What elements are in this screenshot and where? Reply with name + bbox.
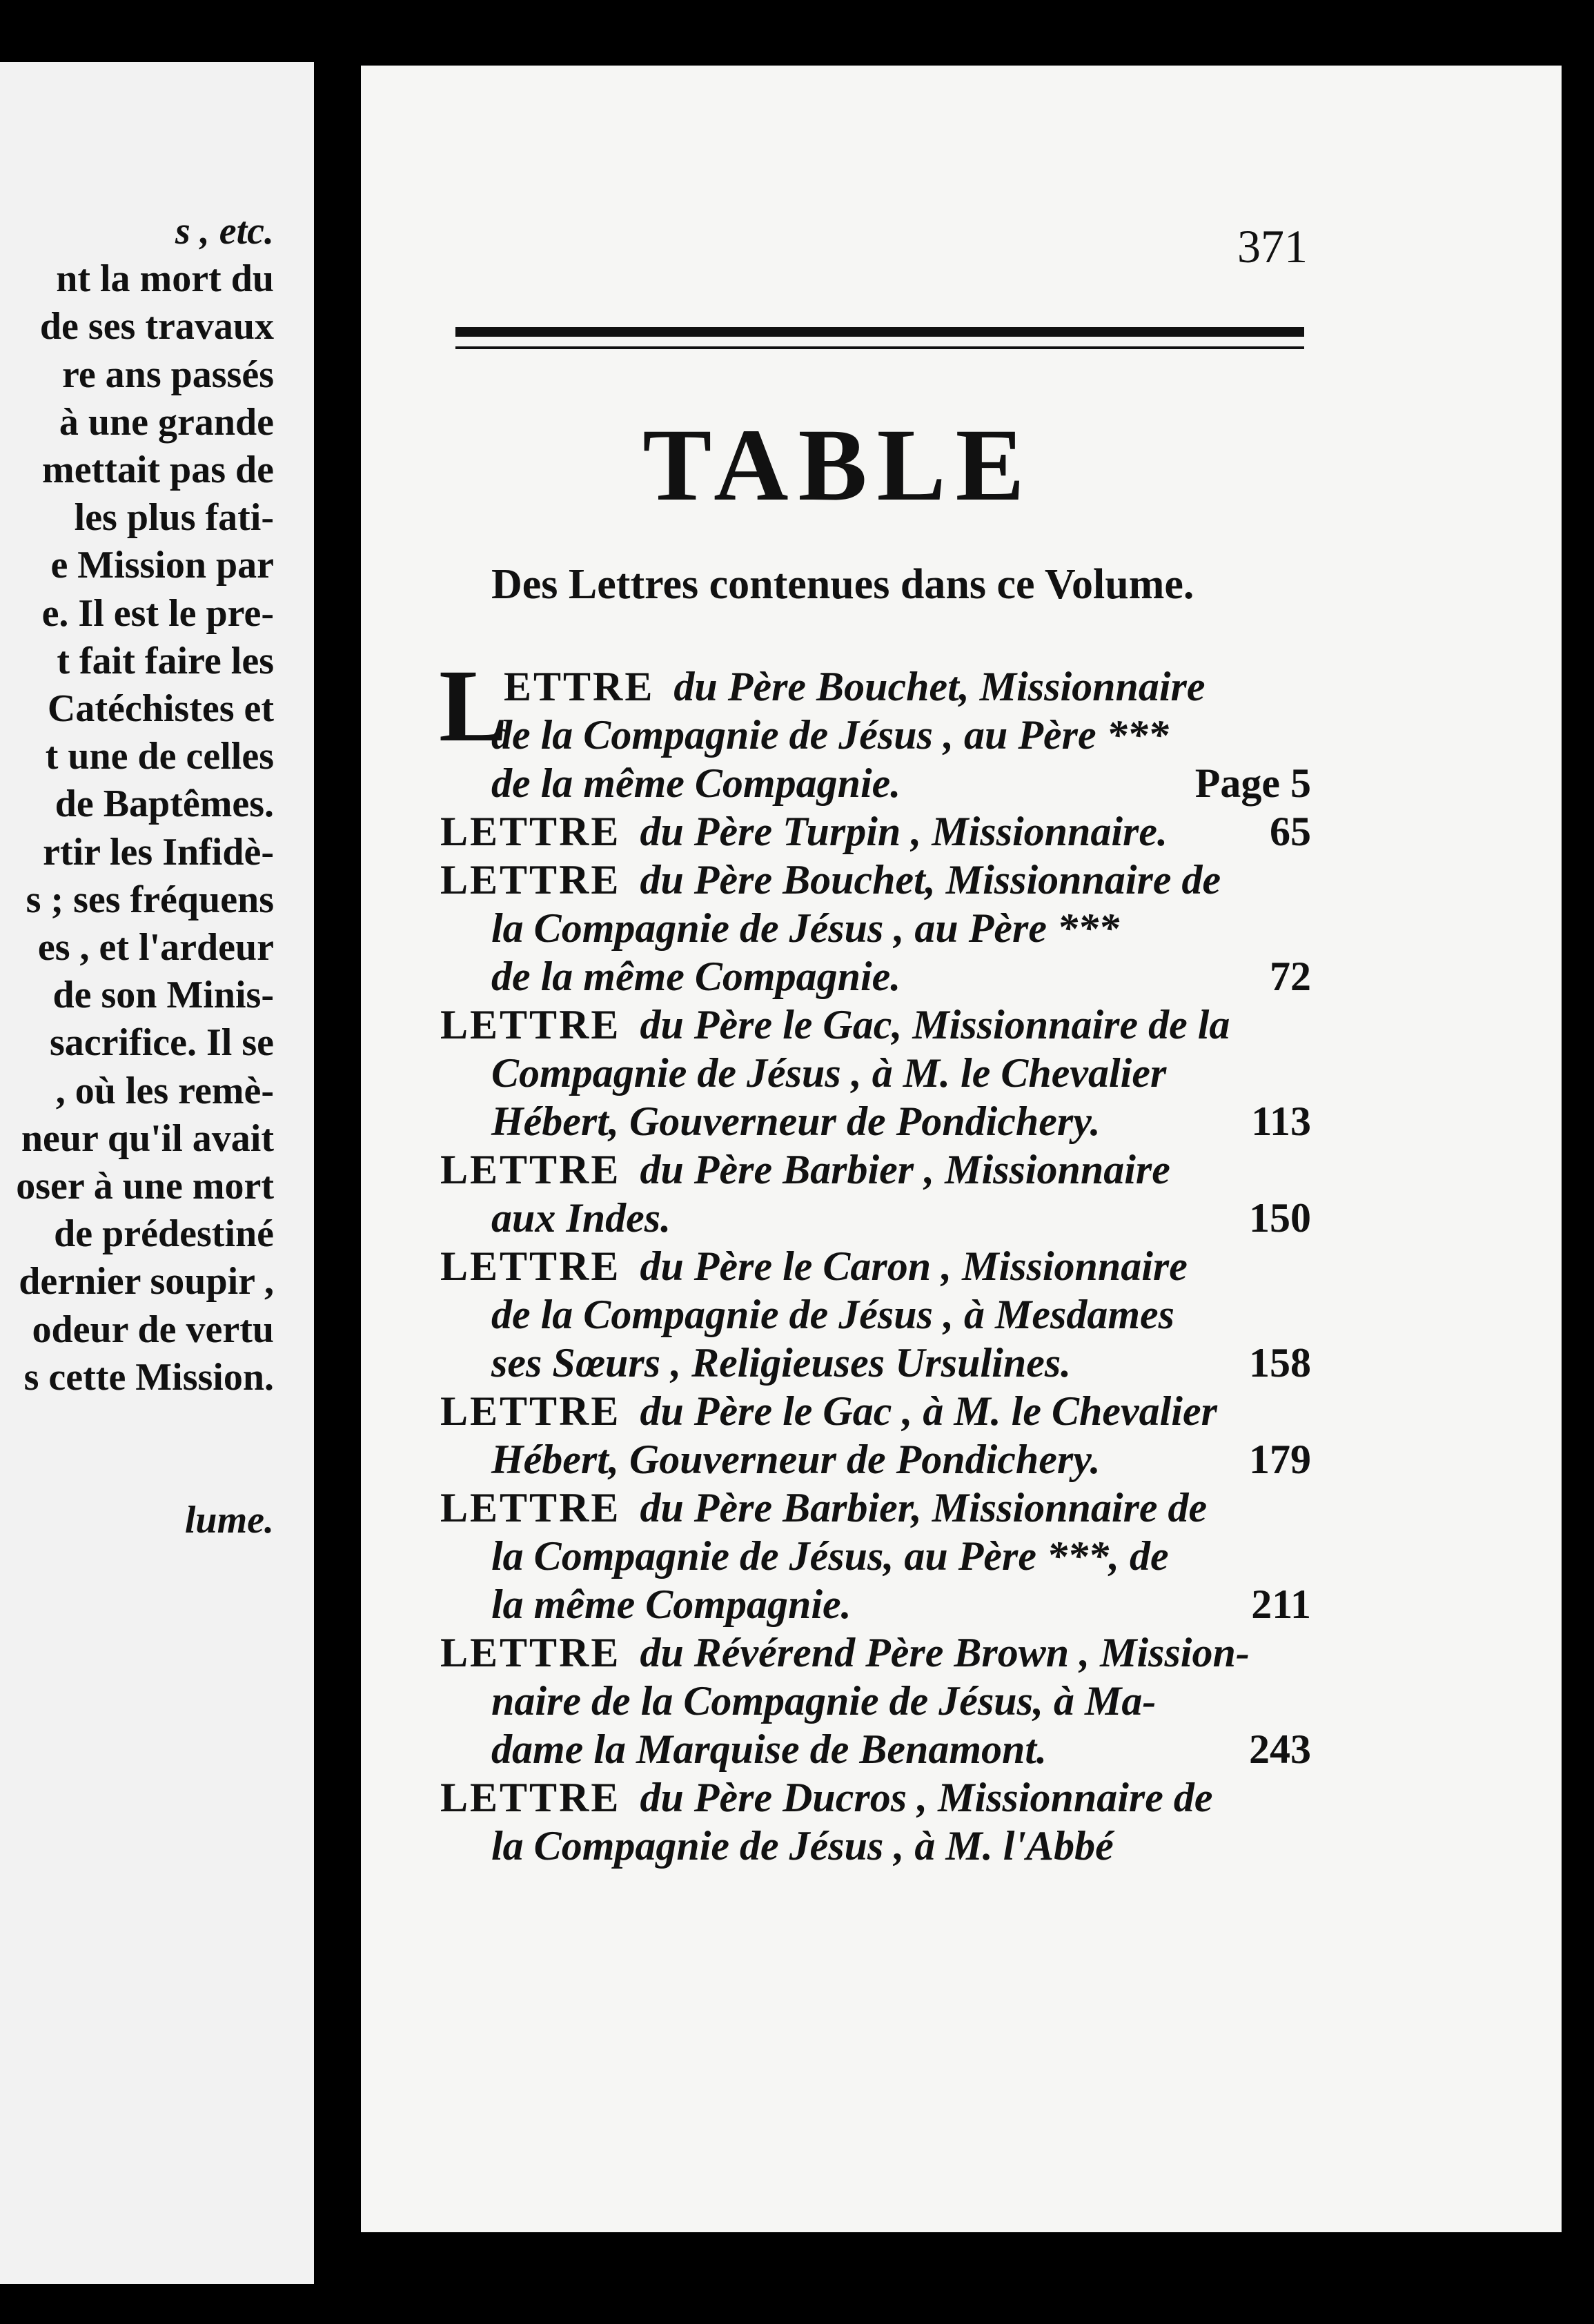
entry-text: du Révérend Père Brown , Mission-: [640, 1630, 1250, 1675]
toc-entry-line: [440, 1001, 1311, 1049]
left-page-line: s ; ses fréquens: [26, 878, 274, 921]
toc-entry-line: [440, 1628, 1311, 1677]
toc-entry-line: [440, 952, 1311, 1001]
entry-text: du Père Bouchet, Missionnaire: [673, 664, 1206, 709]
left-page-line: e. Il est le pre-: [41, 591, 274, 635]
entry-text: dame la Marquise de Benamont.: [491, 1726, 1047, 1772]
toc-entry-line: [440, 1290, 1311, 1339]
table-title: TABLE: [642, 408, 1034, 522]
toc-entry-line: [440, 1773, 1311, 1822]
toc-entry-line: [440, 1725, 1311, 1773]
entry-text: du Père Barbier , Missionnaire: [640, 1147, 1170, 1192]
toc-entry-line: [440, 1097, 1311, 1145]
toc-entry-line: [440, 1435, 1311, 1484]
toc-entry-line: [440, 1049, 1311, 1097]
left-page-line: de son Minis-: [52, 974, 274, 1017]
dropcap-letter: L: [439, 649, 509, 763]
toc-entry-line: [440, 759, 1311, 807]
left-page-line: mettait pas de: [42, 449, 274, 491]
left-page-line: dernier soupir ,: [19, 1260, 274, 1303]
left-page-line: sacrifice. Il se: [50, 1021, 274, 1065]
toc-entry-line: [440, 1532, 1311, 1580]
entry-lead-word: LETTRE: [440, 1775, 621, 1820]
entry-lead-word: LETTRE: [440, 1388, 621, 1434]
entry-text: de la même Compagnie.: [491, 954, 901, 999]
toc-entry: [440, 1242, 1311, 1387]
left-page-line: odeur de vertu: [32, 1308, 274, 1351]
entry-page-number: 158: [1249, 1340, 1311, 1386]
toc-entry: [440, 662, 1311, 807]
entry-text: la même Compagnie.: [491, 1582, 852, 1627]
entry-text: du Père le Caron , Missionnaire: [640, 1243, 1188, 1289]
left-page-line: oser à une mort: [16, 1165, 274, 1208]
left-page-line: es , et l'ardeur: [37, 926, 274, 969]
entry-lead-word: LETTRE: [440, 809, 621, 854]
entry-lead-word: LETTRE: [440, 1630, 621, 1675]
left-page-line: les plus fati-: [74, 496, 274, 540]
toc-entry-line: [440, 1484, 1311, 1532]
left-page-line: neur qu'il avait: [21, 1116, 274, 1160]
toc-entry-line: [440, 1822, 1311, 1870]
entry-text: Hébert, Gouverneur de Pondichery.: [491, 1437, 1101, 1482]
header-rule-thin: [455, 346, 1304, 349]
toc-entry-line: [440, 1194, 1311, 1242]
entry-page-number: 65: [1270, 809, 1311, 854]
toc-entry-line: [440, 662, 1311, 711]
entry-lead-word: LETTRE: [440, 1243, 621, 1289]
entry-text: de la Compagnie de Jésus , au Père ***: [491, 712, 1169, 758]
entry-page-number: 243: [1249, 1726, 1311, 1772]
entry-page-number: 211: [1251, 1582, 1311, 1627]
table-of-contents: [440, 662, 1311, 1870]
toc-entry: [440, 807, 1311, 856]
entry-text: la Compagnie de Jésus, au Père ***, de: [491, 1533, 1169, 1579]
left-page-line: de prédestiné: [54, 1212, 274, 1256]
entry-text: du Père Barbier, Missionnaire de: [640, 1485, 1208, 1530]
page-number: 371: [1237, 220, 1308, 273]
entry-text: la Compagnie de Jésus , au Père ***: [491, 905, 1119, 951]
left-page-line: s cette Mission.: [23, 1355, 274, 1399]
toc-entry-line: [440, 1145, 1311, 1194]
entry-page-number: 150: [1249, 1195, 1311, 1241]
entry-text: ses Sœurs , Religieuses Ursulines.: [491, 1340, 1072, 1386]
entry-page-number: Page 5: [1194, 760, 1311, 806]
entry-lead-word: LETTRE: [440, 1147, 621, 1192]
toc-entry-line: [440, 904, 1311, 952]
entry-text: du Père Turpin , Missionnaire.: [640, 809, 1168, 854]
entry-lead-word: LETTRE: [440, 1002, 621, 1047]
toc-entry-line: [440, 1580, 1311, 1628]
left-page-line: e Mission par: [50, 544, 274, 587]
toc-entry-line: [440, 1339, 1311, 1387]
entry-text: naire de la Compagnie de Jésus, à Ma-: [491, 1678, 1157, 1724]
toc-entry: [440, 1773, 1311, 1870]
entry-lead-word: LETTRE: [440, 857, 621, 903]
entry-page-number: 72: [1270, 954, 1311, 999]
header-rule-thick: [455, 327, 1304, 337]
toc-entry: [440, 1145, 1311, 1242]
left-page-line: Catéchistes et: [47, 687, 274, 730]
toc-entry-line: [440, 1387, 1311, 1435]
toc-entry: [440, 1484, 1311, 1628]
table-subtitle: Des Lettres contenues dans ce Volume.: [491, 561, 1194, 608]
toc-entry-line: [440, 807, 1311, 856]
entry-text: du Père Ducros , Missionnaire de: [640, 1775, 1213, 1820]
entry-lead-word: LETTRE: [440, 1485, 621, 1530]
left-page-line: rtir les Infidè-: [43, 830, 274, 874]
toc-entry: [440, 1387, 1311, 1484]
entry-text: du Père Bouchet, Missionnaire de: [640, 857, 1221, 903]
toc-entry-line: [440, 711, 1311, 759]
toc-entry-line: [440, 1677, 1311, 1725]
left-page-line: de Baptêmes.: [55, 782, 274, 826]
entry-text: aux Indes.: [491, 1195, 671, 1241]
toc-entry: [440, 856, 1311, 1001]
toc-entry: [440, 1628, 1311, 1773]
entry-text: Compagnie de Jésus , à M. le Chevalier: [491, 1050, 1167, 1096]
left-facing-page: [0, 62, 314, 2284]
left-page-line: s , etc.: [175, 210, 274, 253]
toc-entry-line: [440, 856, 1311, 904]
entry-text: du Père le Gac , à M. le Chevalier: [640, 1388, 1217, 1434]
entry-text: la Compagnie de Jésus , à M. l'Abbé: [491, 1823, 1114, 1869]
entry-lead-word: ETTRE: [504, 664, 655, 709]
left-page-line: de ses travaux: [39, 305, 274, 348]
entry-page-number: 113: [1251, 1099, 1311, 1144]
left-page-line: t fait faire les: [57, 639, 274, 682]
entry-text: de la Compagnie de Jésus , à Mesdames: [491, 1292, 1174, 1337]
left-page-line: lume.: [184, 1499, 274, 1542]
entry-text: de la même Compagnie.: [491, 760, 901, 806]
left-page-line: , où les remè-: [55, 1069, 274, 1112]
left-page-line: à une grande: [59, 400, 274, 444]
left-page-line: t une de celles: [45, 735, 274, 778]
entry-text: du Père le Gac, Missionnaire de la: [640, 1002, 1230, 1047]
toc-entry: [440, 1001, 1311, 1145]
left-page-line: re ans passés: [61, 353, 274, 396]
left-page-line: nt la mort du: [56, 257, 274, 301]
entry-text: Hébert, Gouverneur de Pondichery.: [491, 1099, 1101, 1144]
entry-page-number: 179: [1249, 1437, 1311, 1482]
toc-entry-line: [440, 1242, 1311, 1290]
